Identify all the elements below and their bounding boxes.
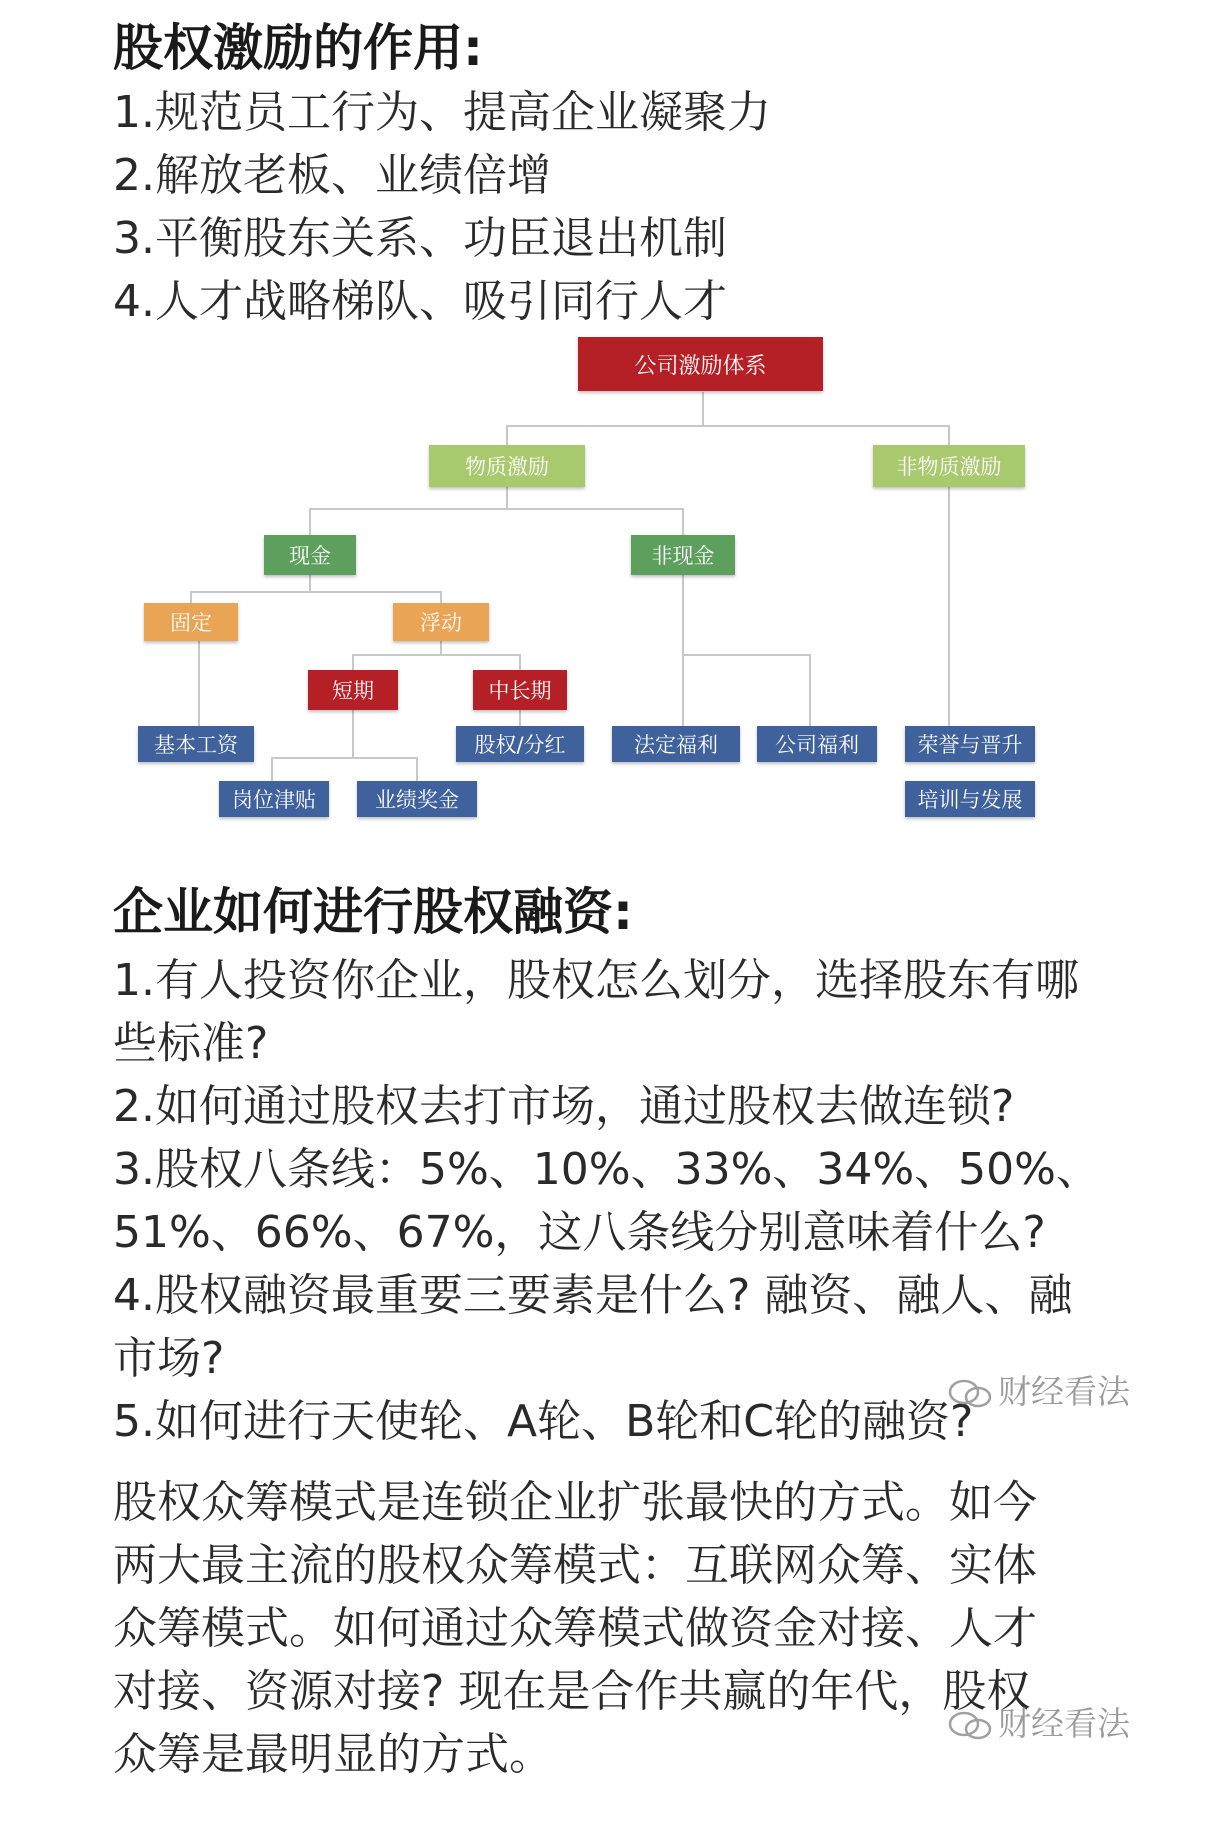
node-post-allowance: 岗位津贴 (219, 781, 329, 817)
watermark-text: 财经看法 (998, 1704, 1130, 1743)
connector-line (272, 710, 353, 781)
node-nonmaterial-incentive: 非物质激励 (873, 445, 1025, 487)
section3-line: 众筹模式。如何通过众筹模式做资金对接、人才 (113, 1603, 1037, 1654)
wechat-icon (948, 1711, 992, 1741)
connector-line (310, 592, 441, 603)
section3-line: 两大最主流的股权众筹模式：互联网众筹、实体 (113, 1540, 1037, 1591)
section2-line: 市场? (113, 1333, 225, 1384)
section3-line: 对接、资源对接? 现在是合作共赢的年代，股权 (113, 1666, 1031, 1717)
section3-line: 众筹是最明显的方式。 (113, 1729, 553, 1780)
section1-item: 3.平衡股东关系、功臣退出机制 (113, 213, 727, 264)
section2-heading: 企业如何进行股权融资: (113, 883, 633, 941)
section2-line: 4.股权融资最重要三要素是什么? 融资、融人、融 (113, 1270, 1073, 1321)
node-honor-promotion: 荣誉与晋升 (905, 726, 1035, 762)
section1-item: 4.人才战略梯队、吸引同行人才 (113, 276, 727, 327)
wechat-icon (948, 1379, 992, 1409)
section1-item: 1.规范员工行为、提高企业凝聚力 (113, 87, 771, 138)
node-base-salary: 基本工资 (138, 726, 254, 762)
section2-line: 2.如何通过股权去打市场，通过股权去做连锁? (113, 1081, 1015, 1132)
node-equity-dividend: 股权/分红 (456, 726, 584, 762)
node-noncash: 非现金 (631, 535, 735, 575)
node-company-benefits: 公司福利 (757, 726, 877, 762)
node-cash: 现金 (264, 535, 356, 575)
connector-line (353, 641, 441, 670)
node-floating: 浮动 (393, 603, 489, 641)
node-company-incentive-system: 公司激励体系 (578, 337, 823, 391)
section2-line: 5.如何进行天使轮、A轮、B轮和C轮的融资? (113, 1396, 974, 1447)
connector-line (191, 575, 310, 603)
connector-line (703, 426, 949, 445)
section2-line: 些标准? (113, 1018, 269, 1069)
node-performance-bonus: 业绩奖金 (357, 781, 477, 817)
watermark (948, 1366, 1130, 1413)
section2-line: 3.股权八条线：5%、10%、33%、34%、50%、 (113, 1144, 1100, 1195)
section2-line: 51%、66%、67%，这八条线分别意味着什么? (113, 1207, 1046, 1258)
connector-line (310, 487, 507, 535)
section1-item: 2.解放老板、业绩倍增 (113, 150, 551, 201)
watermark-text: 财经看法 (998, 1372, 1130, 1411)
node-long-term: 中长期 (473, 670, 567, 710)
connector-line (353, 758, 417, 781)
connector-line (507, 509, 683, 535)
node-statutory-benefits: 法定福利 (612, 726, 740, 762)
node-short-term: 短期 (308, 670, 398, 710)
connector-line (441, 655, 520, 670)
section2-line: 1.有人投资你企业，股权怎么划分，选择股东有哪 (113, 955, 1079, 1006)
watermark (948, 1698, 1130, 1745)
section3-line: 股权众筹模式是连锁企业扩张最快的方式。如今 (113, 1477, 1037, 1528)
node-material-incentive: 物质激励 (429, 445, 585, 487)
node-training-development: 培训与发展 (905, 781, 1035, 817)
section1-heading: 股权激励的作用: (113, 19, 483, 77)
connector-line (507, 392, 703, 445)
node-fixed: 固定 (144, 603, 238, 641)
connector-line (683, 655, 810, 726)
